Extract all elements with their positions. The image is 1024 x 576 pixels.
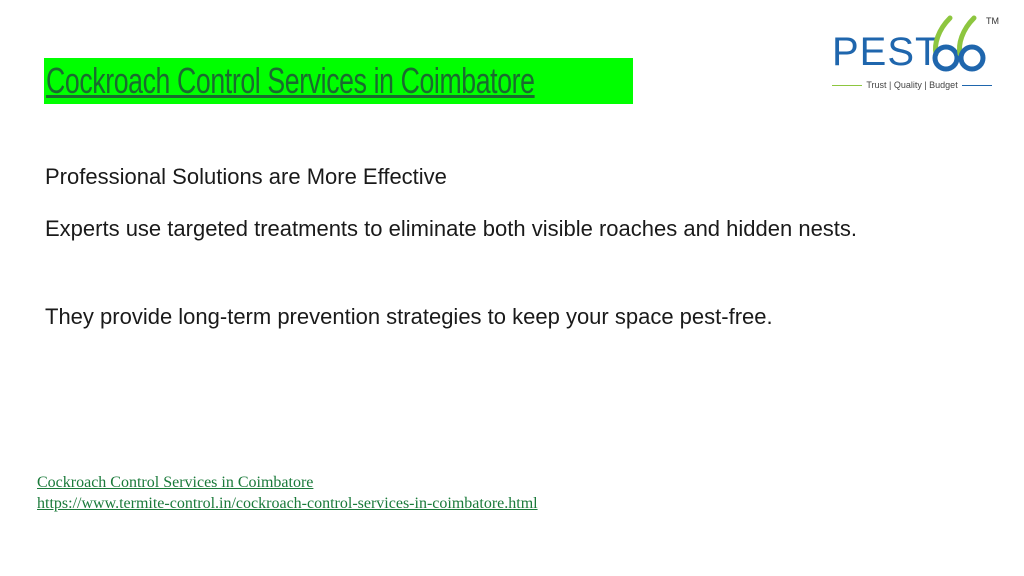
logo-trademark: TM xyxy=(986,16,999,26)
paragraph-experts: Experts use targeted treatments to eliminate both visible roaches and hidden nests. xyxy=(45,216,858,241)
page-title-link[interactable]: Cockroach Control Services in Coimbatore xyxy=(46,60,535,101)
page-title-highlight xyxy=(44,58,633,104)
footer-url-link[interactable]: https://www.termite-control.in/cockroach-control-services-in-coimbatore.html xyxy=(37,495,538,512)
logo-tagline-row xyxy=(832,80,992,90)
footer-links xyxy=(37,472,538,514)
footer-title-link[interactable]: Cockroach Control Services in Coimbatore xyxy=(37,474,314,491)
logo-tagline: Trust | Quality | Budget xyxy=(866,80,958,90)
paragraph-heading: Professional Solutions are More Effective xyxy=(45,164,447,189)
paragraph-prevention: They provide long-term prevention strategies to keep your space pest-free. xyxy=(45,304,773,329)
pest66-logo xyxy=(832,10,1002,94)
tagline-right-line xyxy=(962,85,992,86)
tagline-left-line xyxy=(832,85,862,86)
logo-word: PEST xyxy=(832,30,941,74)
